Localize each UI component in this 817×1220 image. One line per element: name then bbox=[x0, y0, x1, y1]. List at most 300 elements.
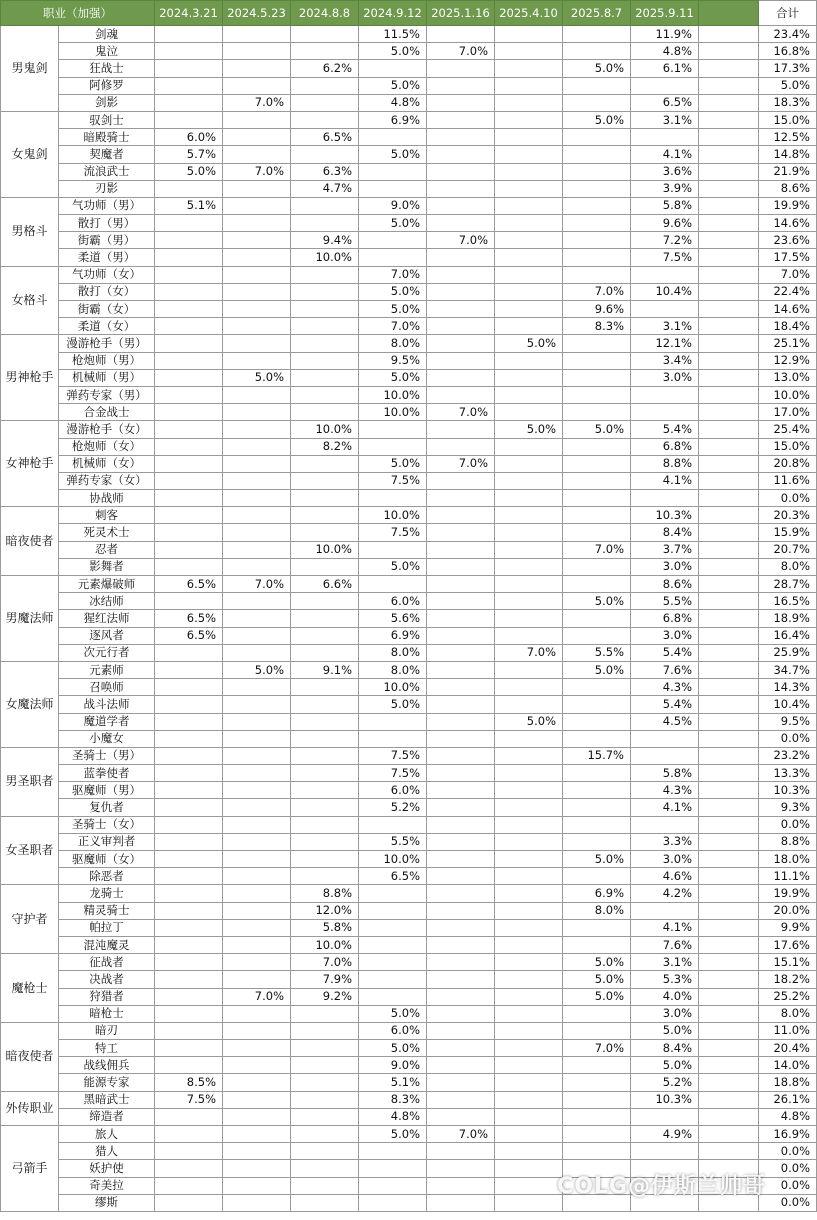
job-name: 弹药专家（女） bbox=[59, 472, 155, 489]
value-cell bbox=[359, 232, 427, 249]
blank-cell bbox=[699, 936, 759, 953]
value-cell: 7.0% bbox=[427, 1126, 495, 1143]
value-cell: 6.8% bbox=[631, 610, 699, 627]
value-cell bbox=[155, 919, 223, 936]
value-cell bbox=[427, 249, 495, 266]
value-cell bbox=[291, 868, 359, 885]
value-cell bbox=[427, 558, 495, 575]
total-cell: 25.2% bbox=[759, 988, 817, 1005]
value-cell bbox=[427, 936, 495, 953]
value-cell bbox=[563, 558, 631, 575]
total-cell: 0.0% bbox=[759, 1177, 817, 1194]
total-cell: 9.3% bbox=[759, 799, 817, 816]
value-cell: 15.7% bbox=[563, 747, 631, 764]
value-cell bbox=[427, 713, 495, 730]
value-cell: 3.0% bbox=[631, 1005, 699, 1022]
group-label: 女鬼剑 bbox=[1, 111, 59, 197]
value-cell: 8.4% bbox=[631, 524, 699, 541]
total-cell: 17.5% bbox=[759, 249, 817, 266]
total-cell: 5.0% bbox=[759, 77, 817, 94]
value-cell bbox=[495, 301, 563, 318]
blank-cell bbox=[699, 455, 759, 472]
value-cell bbox=[563, 1074, 631, 1091]
blank-cell bbox=[699, 851, 759, 868]
value-cell bbox=[155, 283, 223, 300]
value-cell bbox=[223, 971, 291, 988]
table-row bbox=[1, 232, 817, 249]
value-cell bbox=[291, 26, 359, 43]
table-row bbox=[1, 1057, 817, 1074]
date-header: 2025.4.10 bbox=[495, 1, 563, 26]
value-cell bbox=[427, 816, 495, 833]
value-cell bbox=[631, 902, 699, 919]
total-cell: 0.0% bbox=[759, 816, 817, 833]
value-cell bbox=[427, 180, 495, 197]
value-cell bbox=[495, 43, 563, 60]
value-cell bbox=[563, 386, 631, 403]
table-row bbox=[1, 77, 817, 94]
value-cell: 10.0% bbox=[359, 507, 427, 524]
value-cell: 5.0% bbox=[359, 558, 427, 575]
value-cell: 8.3% bbox=[563, 318, 631, 335]
blank-cell bbox=[699, 885, 759, 902]
value-cell bbox=[427, 472, 495, 489]
value-cell: 5.2% bbox=[631, 1074, 699, 1091]
value-cell bbox=[155, 472, 223, 489]
total-cell: 21.9% bbox=[759, 163, 817, 180]
value-cell bbox=[291, 1074, 359, 1091]
table-row bbox=[1, 352, 817, 369]
table-row bbox=[1, 713, 817, 730]
value-cell bbox=[495, 799, 563, 816]
value-cell bbox=[563, 576, 631, 593]
blank-cell bbox=[699, 524, 759, 541]
value-cell bbox=[427, 730, 495, 747]
table-row bbox=[1, 679, 817, 696]
job-name: 散打（女） bbox=[59, 283, 155, 300]
value-cell: 5.0% bbox=[631, 1022, 699, 1039]
job-name: 黑暗武士 bbox=[59, 1091, 155, 1108]
value-cell bbox=[359, 163, 427, 180]
total-cell: 14.3% bbox=[759, 679, 817, 696]
value-cell bbox=[495, 851, 563, 868]
header-row bbox=[1, 1, 817, 26]
value-cell bbox=[495, 1040, 563, 1057]
value-cell bbox=[155, 765, 223, 782]
value-cell bbox=[427, 644, 495, 661]
value-cell bbox=[427, 490, 495, 507]
blank-cell bbox=[699, 627, 759, 644]
value-cell bbox=[223, 1074, 291, 1091]
total-cell: 15.9% bbox=[759, 524, 817, 541]
blank-cell bbox=[699, 713, 759, 730]
value-cell: 5.0% bbox=[155, 163, 223, 180]
value-cell bbox=[427, 1160, 495, 1177]
value-cell bbox=[563, 524, 631, 541]
value-cell bbox=[223, 215, 291, 232]
total-cell: 13.3% bbox=[759, 765, 817, 782]
value-cell: 5.7% bbox=[155, 146, 223, 163]
table-row bbox=[1, 971, 817, 988]
value-cell: 10.3% bbox=[631, 507, 699, 524]
total-cell: 25.9% bbox=[759, 644, 817, 661]
value-cell bbox=[291, 43, 359, 60]
value-cell bbox=[223, 816, 291, 833]
value-cell bbox=[155, 266, 223, 283]
table-row bbox=[1, 60, 817, 77]
value-cell: 7.0% bbox=[223, 988, 291, 1005]
value-cell bbox=[427, 129, 495, 146]
value-cell: 5.0% bbox=[359, 1126, 427, 1143]
value-cell bbox=[495, 593, 563, 610]
value-cell bbox=[359, 988, 427, 1005]
value-cell bbox=[495, 369, 563, 386]
blank-cell bbox=[699, 833, 759, 850]
group-label: 守护者 bbox=[1, 885, 59, 954]
value-cell bbox=[427, 215, 495, 232]
table-row bbox=[1, 283, 817, 300]
table-row bbox=[1, 94, 817, 111]
value-cell bbox=[223, 111, 291, 128]
value-cell: 6.5% bbox=[359, 868, 427, 885]
value-cell: 5.0% bbox=[359, 215, 427, 232]
value-cell bbox=[427, 524, 495, 541]
job-name: 合金战士 bbox=[59, 404, 155, 421]
value-cell: 9.6% bbox=[563, 301, 631, 318]
total-cell: 17.0% bbox=[759, 404, 817, 421]
value-cell: 8.2% bbox=[291, 438, 359, 455]
value-cell bbox=[427, 1108, 495, 1125]
value-cell: 6.0% bbox=[359, 593, 427, 610]
job-name: 精灵骑士 bbox=[59, 902, 155, 919]
blank-cell bbox=[699, 868, 759, 885]
job-name: 流浪武士 bbox=[59, 163, 155, 180]
value-cell bbox=[359, 1177, 427, 1194]
total-cell: 9.9% bbox=[759, 919, 817, 936]
value-cell: 7.5% bbox=[359, 472, 427, 489]
group-label: 女圣职者 bbox=[1, 816, 59, 885]
job-name: 刺客 bbox=[59, 507, 155, 524]
value-cell bbox=[291, 318, 359, 335]
total-cell: 8.0% bbox=[759, 1005, 817, 1022]
value-cell: 3.4% bbox=[631, 352, 699, 369]
value-cell bbox=[223, 765, 291, 782]
value-cell: 9.4% bbox=[291, 232, 359, 249]
value-cell: 9.5% bbox=[359, 352, 427, 369]
total-cell: 9.5% bbox=[759, 713, 817, 730]
blank-cell bbox=[699, 1091, 759, 1108]
job-name: 逐风者 bbox=[59, 627, 155, 644]
table-row bbox=[1, 988, 817, 1005]
value-cell bbox=[223, 60, 291, 77]
value-cell bbox=[495, 1194, 563, 1211]
value-cell bbox=[291, 197, 359, 214]
value-cell: 7.6% bbox=[631, 661, 699, 678]
value-cell bbox=[223, 455, 291, 472]
job-name: 正义审判者 bbox=[59, 833, 155, 850]
job-name: 影舞者 bbox=[59, 558, 155, 575]
value-cell bbox=[495, 1160, 563, 1177]
blank-cell bbox=[699, 77, 759, 94]
value-cell bbox=[563, 163, 631, 180]
value-cell bbox=[427, 627, 495, 644]
job-name: 驱魔师（女） bbox=[59, 851, 155, 868]
value-cell bbox=[427, 576, 495, 593]
value-cell bbox=[427, 369, 495, 386]
group-label: 男魔法师 bbox=[1, 576, 59, 662]
job-name: 能源专家 bbox=[59, 1074, 155, 1091]
date-header: 2025.8.7 bbox=[563, 1, 631, 26]
table-row bbox=[1, 644, 817, 661]
value-cell: 4.0% bbox=[631, 988, 699, 1005]
value-cell bbox=[155, 936, 223, 953]
blank-cell bbox=[699, 1022, 759, 1039]
value-cell: 6.5% bbox=[291, 129, 359, 146]
value-cell bbox=[223, 421, 291, 438]
group-label: 女魔法师 bbox=[1, 661, 59, 747]
blank-cell bbox=[699, 249, 759, 266]
value-cell bbox=[427, 197, 495, 214]
value-cell bbox=[223, 627, 291, 644]
total-cell: 10.3% bbox=[759, 782, 817, 799]
value-cell bbox=[563, 94, 631, 111]
value-cell bbox=[495, 283, 563, 300]
value-cell: 5.0% bbox=[495, 713, 563, 730]
value-cell bbox=[359, 249, 427, 266]
value-cell bbox=[495, 1126, 563, 1143]
value-cell bbox=[495, 627, 563, 644]
value-cell bbox=[223, 438, 291, 455]
value-cell bbox=[427, 1057, 495, 1074]
value-cell bbox=[155, 43, 223, 60]
value-cell: 4.1% bbox=[631, 146, 699, 163]
value-cell bbox=[291, 369, 359, 386]
value-cell bbox=[427, 26, 495, 43]
job-name: 街霸（男） bbox=[59, 232, 155, 249]
value-cell bbox=[427, 696, 495, 713]
value-cell bbox=[223, 936, 291, 953]
blank-cell bbox=[699, 232, 759, 249]
blank-cell bbox=[699, 438, 759, 455]
blank-cell bbox=[699, 730, 759, 747]
value-cell bbox=[223, 902, 291, 919]
value-cell bbox=[155, 954, 223, 971]
value-cell: 8.5% bbox=[155, 1074, 223, 1091]
value-cell bbox=[495, 197, 563, 214]
value-cell bbox=[427, 765, 495, 782]
total-cell: 20.7% bbox=[759, 541, 817, 558]
table-row bbox=[1, 747, 817, 764]
value-cell bbox=[291, 610, 359, 627]
value-cell bbox=[155, 215, 223, 232]
value-cell bbox=[495, 1074, 563, 1091]
blank-cell bbox=[699, 558, 759, 575]
value-cell bbox=[155, 833, 223, 850]
value-cell bbox=[155, 1040, 223, 1057]
value-cell bbox=[155, 730, 223, 747]
value-cell bbox=[495, 661, 563, 678]
value-cell bbox=[563, 1194, 631, 1211]
value-cell: 10.4% bbox=[631, 283, 699, 300]
total-cell: 8.8% bbox=[759, 833, 817, 850]
blank-cell bbox=[699, 919, 759, 936]
job-name: 缪斯 bbox=[59, 1194, 155, 1211]
group-label: 男圣职者 bbox=[1, 747, 59, 816]
total-cell: 19.9% bbox=[759, 885, 817, 902]
value-cell: 3.0% bbox=[631, 627, 699, 644]
total-cell: 0.0% bbox=[759, 1160, 817, 1177]
value-cell bbox=[223, 799, 291, 816]
value-cell bbox=[563, 1160, 631, 1177]
value-cell bbox=[631, 1160, 699, 1177]
blank-cell bbox=[699, 1177, 759, 1194]
value-cell: 5.4% bbox=[631, 421, 699, 438]
blank-cell bbox=[699, 301, 759, 318]
value-cell bbox=[291, 696, 359, 713]
value-cell bbox=[223, 404, 291, 421]
job-name: 气功师（男） bbox=[59, 197, 155, 214]
table-row bbox=[1, 507, 817, 524]
value-cell bbox=[495, 919, 563, 936]
value-cell bbox=[427, 885, 495, 902]
job-name: 龙骑士 bbox=[59, 885, 155, 902]
value-cell bbox=[359, 713, 427, 730]
blank-cell bbox=[699, 541, 759, 558]
value-cell bbox=[291, 77, 359, 94]
job-header: 职业（加强） bbox=[1, 1, 155, 26]
value-cell: 5.2% bbox=[359, 799, 427, 816]
date-header: 2024.8.8 bbox=[291, 1, 359, 26]
value-cell bbox=[155, 249, 223, 266]
table-row bbox=[1, 919, 817, 936]
job-name: 暗刃 bbox=[59, 1022, 155, 1039]
value-cell bbox=[563, 610, 631, 627]
value-cell bbox=[631, 490, 699, 507]
value-cell bbox=[359, 885, 427, 902]
job-name: 复仇者 bbox=[59, 799, 155, 816]
value-cell bbox=[291, 1057, 359, 1074]
table-row bbox=[1, 180, 817, 197]
value-cell bbox=[495, 352, 563, 369]
value-cell bbox=[223, 1143, 291, 1160]
value-cell bbox=[563, 266, 631, 283]
value-cell bbox=[155, 661, 223, 678]
table-row bbox=[1, 249, 817, 266]
value-cell bbox=[291, 627, 359, 644]
value-cell bbox=[427, 1177, 495, 1194]
value-cell bbox=[495, 77, 563, 94]
total-cell: 25.1% bbox=[759, 335, 817, 352]
value-cell bbox=[563, 490, 631, 507]
table-row bbox=[1, 1091, 817, 1108]
job-name: 帕拉丁 bbox=[59, 919, 155, 936]
value-cell bbox=[427, 902, 495, 919]
blank-cell bbox=[699, 163, 759, 180]
value-cell: 6.0% bbox=[359, 1022, 427, 1039]
group-label: 弓箭手 bbox=[1, 1126, 59, 1212]
value-cell: 5.0% bbox=[359, 369, 427, 386]
value-cell bbox=[427, 335, 495, 352]
blank-cell bbox=[699, 318, 759, 335]
value-cell bbox=[563, 197, 631, 214]
value-cell bbox=[427, 352, 495, 369]
value-cell: 9.1% bbox=[291, 661, 359, 678]
value-cell bbox=[155, 301, 223, 318]
value-cell bbox=[495, 868, 563, 885]
blank-cell bbox=[699, 816, 759, 833]
blank-cell bbox=[699, 215, 759, 232]
job-name: 缔造者 bbox=[59, 1108, 155, 1125]
value-cell: 10.0% bbox=[359, 679, 427, 696]
value-cell bbox=[223, 782, 291, 799]
job-name: 蓝拳使者 bbox=[59, 765, 155, 782]
value-cell bbox=[495, 816, 563, 833]
value-cell bbox=[427, 386, 495, 403]
value-cell bbox=[563, 833, 631, 850]
value-cell: 10.3% bbox=[631, 1091, 699, 1108]
value-cell: 10.0% bbox=[359, 386, 427, 403]
job-name: 狩猎者 bbox=[59, 988, 155, 1005]
value-cell bbox=[155, 507, 223, 524]
value-cell: 5.1% bbox=[359, 1074, 427, 1091]
value-cell bbox=[495, 266, 563, 283]
job-name: 召唤师 bbox=[59, 679, 155, 696]
table-row bbox=[1, 1160, 817, 1177]
value-cell bbox=[223, 283, 291, 300]
value-cell: 8.0% bbox=[359, 644, 427, 661]
value-cell bbox=[223, 386, 291, 403]
table-row bbox=[1, 799, 817, 816]
total-cell: 18.2% bbox=[759, 971, 817, 988]
table-row bbox=[1, 490, 817, 507]
group-label: 女格斗 bbox=[1, 266, 59, 335]
value-cell bbox=[291, 472, 359, 489]
value-cell bbox=[155, 885, 223, 902]
value-cell bbox=[427, 610, 495, 627]
job-name: 协战师 bbox=[59, 490, 155, 507]
value-cell: 4.1% bbox=[631, 919, 699, 936]
value-cell bbox=[155, 868, 223, 885]
value-cell bbox=[427, 507, 495, 524]
value-cell bbox=[223, 77, 291, 94]
blank-cell bbox=[699, 94, 759, 111]
value-cell: 5.0% bbox=[223, 661, 291, 678]
date-header: 2025.9.11 bbox=[631, 1, 699, 26]
value-cell bbox=[563, 180, 631, 197]
value-cell bbox=[291, 404, 359, 421]
value-cell bbox=[155, 851, 223, 868]
value-cell: 6.2% bbox=[291, 60, 359, 77]
group-label: 男鬼剑 bbox=[1, 26, 59, 112]
table-body bbox=[1, 26, 817, 1212]
value-cell bbox=[223, 197, 291, 214]
blank-cell bbox=[699, 129, 759, 146]
value-cell bbox=[223, 524, 291, 541]
value-cell bbox=[563, 679, 631, 696]
value-cell: 9.6% bbox=[631, 215, 699, 232]
table-row bbox=[1, 438, 817, 455]
value-cell bbox=[223, 919, 291, 936]
total-cell: 11.6% bbox=[759, 472, 817, 489]
table-row bbox=[1, 472, 817, 489]
group-label: 外传职业 bbox=[1, 1091, 59, 1125]
value-cell bbox=[291, 283, 359, 300]
blank-cell bbox=[699, 472, 759, 489]
value-cell: 5.0% bbox=[359, 283, 427, 300]
table-row bbox=[1, 593, 817, 610]
job-name: 暗枪士 bbox=[59, 1005, 155, 1022]
table-row bbox=[1, 1126, 817, 1143]
